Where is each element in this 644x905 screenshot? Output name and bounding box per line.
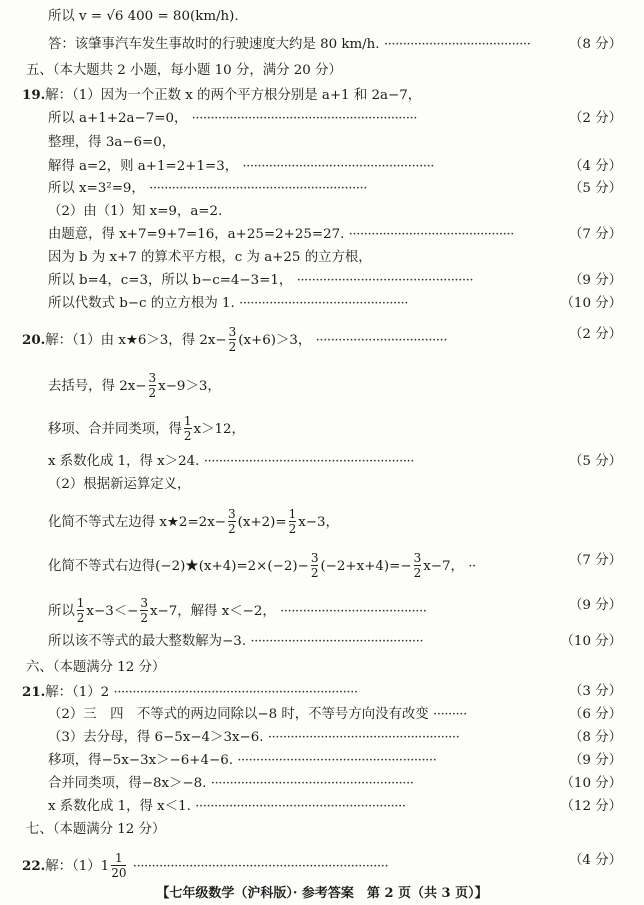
answer-line [0, 249, 644, 267]
line-content: 化简不等式左边得 x★2=2x− [48, 515, 226, 530]
answer-line [0, 633, 644, 651]
line-content: 化简不等式右边得(−2)★(x+4)=2×(−2)− [48, 559, 309, 574]
answer-line [0, 414, 644, 443]
answer-line [0, 596, 644, 625]
answer-line [0, 507, 644, 536]
answer-line [0, 62, 644, 80]
answer-line [0, 8, 644, 26]
score-label: （10 分） [560, 634, 622, 649]
answer-line [0, 683, 644, 701]
answer-line [0, 226, 644, 244]
score-label: （4 分） [569, 853, 622, 868]
line-text [48, 706, 467, 724]
question-number: 19. [22, 87, 46, 103]
leader-dots: ·············································· [250, 634, 424, 649]
fraction-denominator: 2 [148, 386, 157, 400]
line-content: 由题意，得 x+7=9+7=16，a+25=2+25=27. [48, 227, 345, 242]
line-content-after: x＞12， [193, 422, 245, 437]
leader-dots: ··································· [315, 333, 448, 348]
answer-line [0, 203, 644, 221]
answer-line [0, 110, 644, 128]
fraction [140, 596, 148, 625]
line-text [48, 272, 473, 290]
line-text [48, 110, 417, 128]
answer-line [0, 752, 644, 770]
score-label: （4 分） [569, 159, 622, 174]
score-label: （8 分） [569, 730, 622, 745]
fraction-numerator: 3 [413, 551, 422, 565]
line-content: 解：（1）1 [45, 859, 110, 874]
score-label: （7 分） [569, 227, 622, 242]
page-footer: 【七年级数学（沪科版）· 参考答案 第 2 页（共 3 页）】 [156, 886, 488, 901]
line-content-after: x−7， [423, 559, 464, 574]
line-content: 所以 x=3²=9， [48, 181, 145, 196]
line-content-after: (x+6)＞3， [238, 333, 312, 348]
fraction [228, 507, 236, 536]
score-label: （2 分） [569, 327, 622, 342]
line-text [48, 508, 339, 537]
line-text [48, 226, 514, 244]
fraction-denominator: 2 [76, 611, 85, 625]
line-content: 所以 [48, 604, 75, 619]
line-content: 移项，得−5x−3x＞−6+4−6. [48, 753, 234, 768]
answer-line [0, 476, 644, 494]
line-text [48, 249, 372, 267]
fraction-numerator: 1 [76, 596, 85, 610]
answer-line [0, 180, 644, 198]
score-label: （8 分） [569, 37, 622, 52]
line-text [48, 453, 414, 471]
score-label: （9 分） [569, 753, 622, 768]
line-content: 所以 b=4，c=3，所以 b−c=4−3=1， [48, 273, 293, 288]
question-number: 20. [22, 332, 46, 348]
fraction-numerator: 1 [183, 414, 192, 428]
line-text [48, 180, 367, 198]
fraction-denominator: 2 [288, 522, 297, 536]
fraction-numerator: 3 [140, 596, 148, 610]
line-content: （2）由（1）知 x=9，a=2. [48, 204, 223, 219]
line-content: 所以 v = √6 400 = 80(km/h). [48, 9, 239, 24]
fraction-denominator: 2 [183, 429, 192, 443]
question-number: 22. [22, 858, 46, 874]
line-content-after: x−7，解得 x＜−2， [149, 604, 276, 619]
fraction-denominator: 20 [111, 866, 127, 880]
line-text [48, 597, 427, 626]
line-content: 去括号，得 2x− [48, 379, 147, 394]
answer-line [0, 158, 644, 176]
score-label: （9 分） [569, 598, 622, 613]
leader-dots: ········· [432, 707, 467, 722]
line-content: 因为 b 为 x+7 的算术平方根，c 为 a+25 的立方根， [48, 250, 372, 265]
line-content: 所以 a+1+2a−7=0， [48, 111, 188, 126]
leader-dots: ································································· [113, 685, 358, 700]
answer-line [0, 86, 644, 104]
leader-dots: ····················································· [237, 753, 437, 768]
line-text [48, 8, 239, 26]
answer-line [0, 729, 644, 747]
line-content: 移项、合并同类项，得 [48, 422, 182, 437]
leader-dots: ························································ [203, 454, 415, 469]
line-content: 解：（1）因为一个正数 x 的两个平方根分别是 a+1 和 2a−7， [45, 88, 422, 103]
fraction-numerator: 3 [227, 507, 236, 521]
fraction [414, 551, 422, 580]
line-text [22, 683, 358, 702]
line-text [22, 326, 447, 355]
leader-dots: ······································· [383, 37, 531, 52]
answer-line [0, 295, 644, 313]
score-label: （9 分） [569, 273, 622, 288]
answer-line [0, 36, 644, 54]
answer-line [0, 706, 644, 724]
line-content: （2）三 四 不等式的两边同除以−8 时，不等号方向没有改变 [48, 707, 429, 722]
leader-dots: ·························································· [149, 181, 367, 196]
answer-line [0, 551, 644, 580]
leader-dots: ······················································ [210, 776, 414, 791]
line-text [26, 821, 165, 839]
line-content: x 系数化成 1，得 x＜1. [48, 799, 191, 814]
leader-dots: ··················································· [267, 730, 460, 745]
line-text [22, 852, 388, 881]
line-text [48, 798, 406, 816]
line-content-after: x−3＜− [86, 604, 139, 619]
score-label: （3 分） [569, 684, 622, 699]
line-content: 所以代数式 b−c 的立方根为 1. [48, 296, 235, 311]
line-content: 解：（1）2 [45, 685, 110, 700]
line-content-after: x−3， [298, 515, 339, 530]
line-content: x 系数化成 1，得 x＞24. [48, 454, 200, 469]
leader-dots: ··················································· [242, 159, 434, 174]
line-content: 解得 a=2，则 a+1=2+1=3， [48, 159, 239, 174]
line-text [48, 372, 221, 401]
fraction-denominator: 2 [413, 566, 422, 580]
line-content: 整理，得 3a−6=0， [48, 135, 176, 150]
leader-dots: ··············································· [296, 273, 474, 288]
fraction-numerator: 3 [310, 551, 319, 565]
line-content-after: (−2+x+4)=− [320, 559, 412, 574]
fraction [77, 596, 85, 625]
line-content: 七、（本题满分 12 分） [26, 822, 166, 837]
score-label: （5 分） [569, 454, 622, 469]
leader-dots: ············································ [348, 227, 514, 242]
line-text [48, 752, 436, 770]
leader-dots: ···································································· [132, 859, 389, 874]
answer-line [0, 798, 644, 816]
leader-dots: ························································ [195, 799, 406, 814]
fraction-numerator: 1 [288, 507, 297, 521]
line-content-after: x−9＞3， [158, 379, 221, 394]
fraction-denominator: 2 [228, 340, 237, 354]
line-text [48, 729, 459, 747]
fraction [229, 325, 237, 354]
leader-dots: ············································· [239, 296, 409, 311]
answer-line [0, 821, 644, 839]
line-text [48, 203, 222, 221]
line-content: 五、（本大题共 2 小题，每小题 10 分，满分 20 分） [26, 63, 342, 78]
line-text [48, 36, 530, 54]
answer-line [0, 325, 644, 354]
line-text [48, 775, 414, 793]
line-text [48, 476, 190, 494]
answer-line [0, 371, 644, 400]
fraction [111, 851, 126, 880]
line-text [48, 134, 175, 152]
answer-line [0, 851, 644, 880]
fraction [311, 551, 319, 580]
score-label: （2 分） [569, 111, 622, 126]
line-text [48, 415, 245, 444]
fraction-denominator: 2 [227, 522, 236, 536]
fraction-denominator: 2 [310, 566, 319, 580]
line-text [48, 552, 476, 581]
leader-dots: ···························································· [191, 111, 418, 126]
score-label: （7 分） [569, 553, 622, 568]
line-content: （2）根据新运算定义， [48, 477, 191, 492]
score-label: （10 分） [560, 296, 622, 311]
answer-line [0, 775, 644, 793]
line-text [26, 62, 342, 80]
line-text [48, 158, 434, 176]
fraction [149, 371, 157, 400]
answer-line [0, 134, 644, 152]
score-label: （6 分） [569, 707, 622, 722]
line-content-after: (x+2)= [237, 515, 287, 530]
line-text [26, 659, 165, 677]
fraction-numerator: 3 [228, 325, 237, 339]
leader-dots: ·· [468, 559, 476, 574]
line-content: 所以该不等式的最大整数解为−3. [48, 634, 247, 649]
answer-line [0, 453, 644, 471]
score-label: （10 分） [560, 776, 622, 791]
line-content: 解：（1）由 x★6＞3，得 2x− [45, 333, 227, 348]
line-content: 合并同类项，得−8x＞−8. [48, 776, 207, 791]
fraction-numerator: 1 [115, 851, 123, 865]
line-text [48, 295, 408, 313]
line-text [48, 633, 423, 651]
fraction-numerator: 3 [148, 371, 157, 385]
line-content: （3）去分母，得 6−5x−4＞3x−6. [48, 730, 264, 745]
leader-dots: ······································· [280, 604, 427, 619]
answer-line [0, 659, 644, 677]
fraction-denominator: 2 [140, 611, 148, 625]
fraction [289, 507, 297, 536]
fraction [184, 414, 192, 443]
question-number: 21. [22, 684, 46, 700]
score-label: （5 分） [569, 181, 622, 196]
score-label: （12 分） [560, 799, 622, 814]
line-content: 六、（本题满分 12 分） [26, 660, 166, 675]
answer-line [0, 272, 644, 290]
line-text [22, 86, 421, 105]
line-content: 答：该肇事汽车发生事故时的行驶速度大约是 80 km/h. [48, 37, 380, 52]
